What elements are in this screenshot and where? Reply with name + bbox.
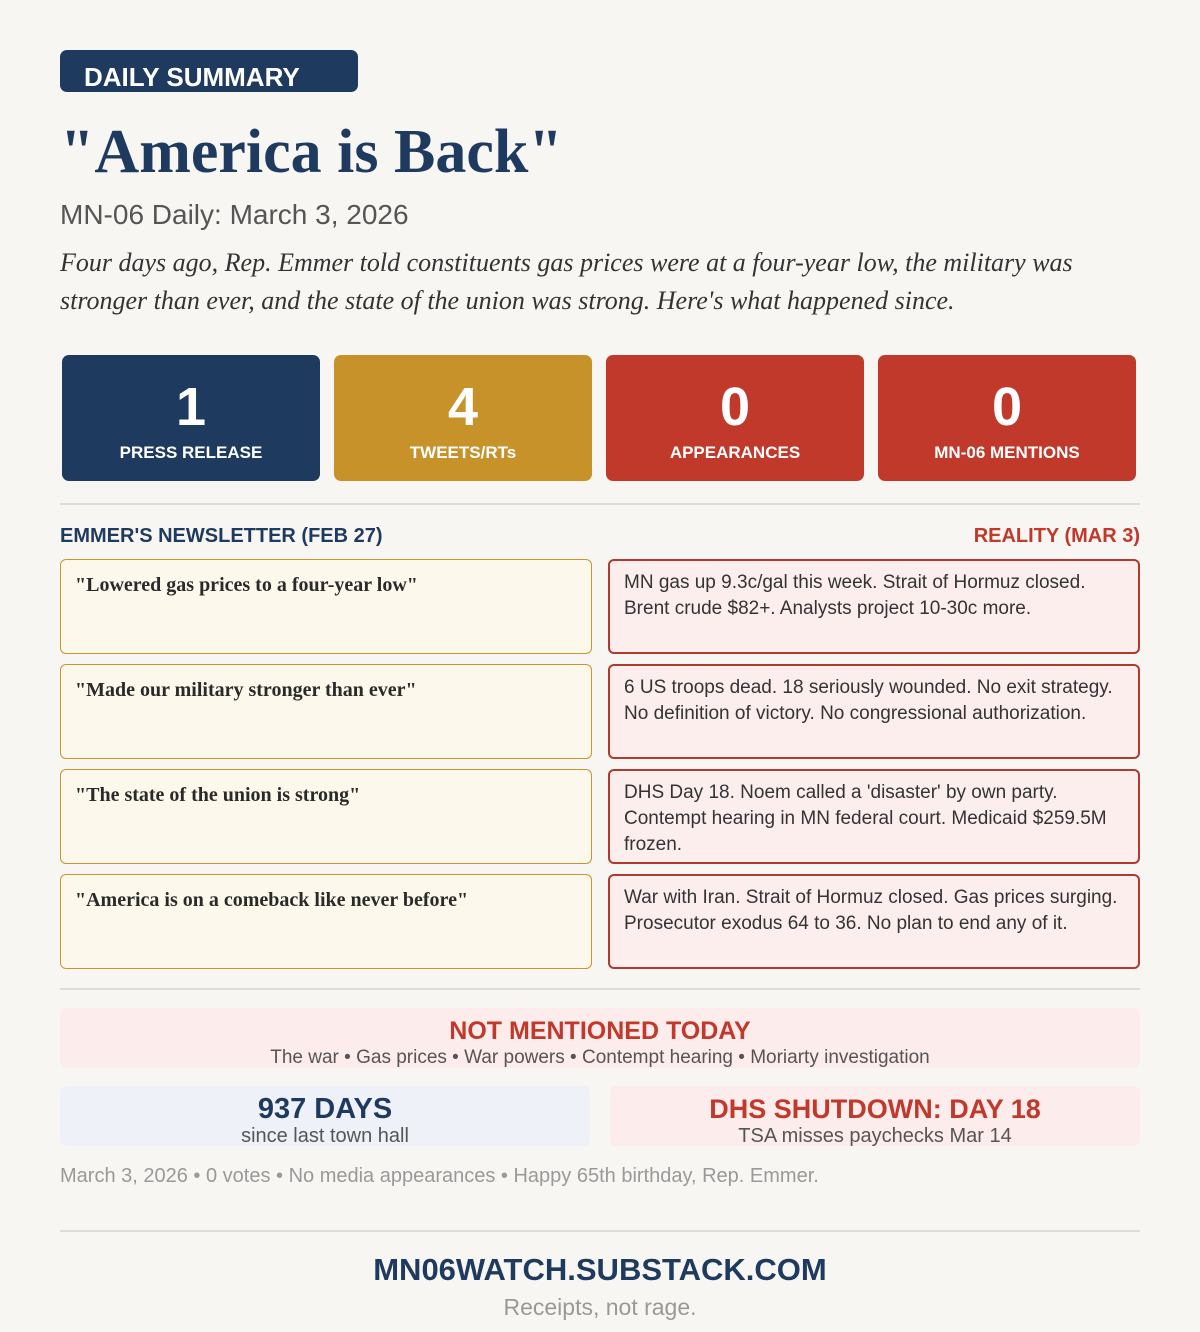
divider: [60, 1230, 1140, 1232]
stat-value: 4: [447, 377, 479, 437]
stats-row: [62, 355, 1138, 481]
not-mentioned-items: The war • Gas prices • War powers • Contempt hearing • Moriarty investigation: [270, 1047, 930, 1068]
reality-fact: 6 US troops dead. 18 seriously wounded. No exit strategy. No definition of victory. No congressional authorization.: [608, 664, 1140, 759]
shutdown-heading: DHS SHUTDOWN: DAY 18: [709, 1094, 1041, 1124]
stat-label: APPEARANCES: [669, 443, 801, 462]
newsletter-column-header: EMMER'S NEWSLETTER (FEB 27): [60, 525, 383, 547]
site-link[interactable]: MN06WATCH.SUBSTACK.COM: [373, 1252, 827, 1287]
divider: [60, 988, 1140, 990]
reality-fact: DHS Day 18. Noem called a 'disaster' by own party. Contempt hearing in MN federal court. Medicaid $259.5M frozen.: [608, 769, 1140, 864]
stat-appearances: [606, 355, 864, 481]
page-title: "America is Back": [60, 118, 563, 186]
newsletter-claim: "Made our military stronger than ever": [60, 664, 592, 759]
not-mentioned-panel: [60, 1008, 1140, 1068]
stat-label: MN-06 MENTIONS: [934, 443, 1080, 462]
stat-press-release: [62, 355, 320, 481]
divider: [60, 503, 1140, 505]
town-hall-days: 937 DAYS: [257, 1093, 393, 1125]
daily-summary-badge: DAILY SUMMARY: [60, 50, 358, 92]
not-mentioned-heading: NOT MENTIONED TODAY: [449, 1017, 751, 1045]
reality-column-header: REALITY (MAR 3): [973, 525, 1140, 547]
newsletter-claim: "America is on a comeback like never before": [60, 874, 592, 969]
intro-paragraph: Four days ago, Rep. Emmer told constituents gas prices were at a four-year low, the military was stronger than ever, and the state of the union was strong. Here's what happened since.: [60, 248, 1073, 315]
stat-mn06-mentions: [878, 355, 1136, 481]
stat-value: 0: [991, 377, 1023, 437]
newsletter-claim: "Lowered gas prices to a four-year low": [60, 559, 592, 654]
town-hall-panel: [60, 1086, 590, 1146]
stat-label: PRESS RELEASE: [119, 443, 263, 462]
town-hall-caption: since last town hall: [241, 1125, 409, 1147]
shutdown-panel: [610, 1086, 1140, 1146]
newsletter-claim: "The state of the union is strong": [60, 769, 592, 864]
footnote: March 3, 2026 • 0 votes • No media appearances • Happy 65th birthday, Rep. Emmer.: [60, 1165, 819, 1187]
stat-value: 1: [175, 377, 207, 437]
tagline: Receipts, not rage.: [503, 1294, 697, 1320]
stat-tweets: [334, 355, 592, 481]
reality-fact: MN gas up 9.3c/gal this week. Strait of Hormuz closed. Brent crude $82+. Analysts project 10-30c more.: [608, 559, 1140, 654]
page-subtitle: MN-06 Daily: March 3, 2026: [60, 199, 409, 230]
stat-label: TWEETS/RTs: [409, 443, 517, 462]
reality-fact: War with Iran. Strait of Hormuz closed. Gas prices surging. Prosecutor exodus 64 to 36. No plan to end any of it.: [608, 874, 1140, 969]
stat-value: 0: [719, 377, 751, 437]
shutdown-caption: TSA misses paychecks Mar 14: [738, 1125, 1012, 1147]
